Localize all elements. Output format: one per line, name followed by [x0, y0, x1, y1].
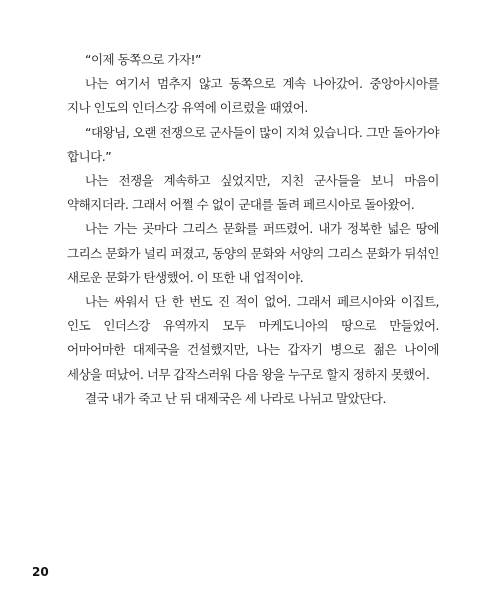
page-number: 20	[32, 565, 49, 579]
body-text	[67, 48, 439, 411]
paragraph-empire-death: 나는 싸워서 단 한 번도 진 적이 없어. 그래서 페르시아와 이집트, 인도 인더스강 유역까지 모두 마케도니아의 땅으로 만들었어. 어마어마한 대제국을 건설했지만, 나는 갑자기 병으로 젊은 나이에 세상을 떠났어. 너무 갑작스러워 다음 왕을 누구로 할지 정하지 못했어.	[67, 294, 439, 382]
paragraph-greek-culture: 나는 가는 곳마다 그리스 문화를 퍼뜨렸어. 내가 정복한 넓은 땅에 그리스 문화가 널리 퍼졌고, 동양의 문화와 서양의 그리스 문화가 뒤섞인 새로운 문화가 탄생했어. 이 또한 내 업적이야.	[67, 221, 439, 285]
paragraph-return-persia: 나는 전쟁을 계속하고 싶었지만, 지친 군사들을 보니 마음이 약해지더라. 그래서 어쩔 수 없이 군대를 돌려 페르시아로 돌아왔어.	[67, 173, 439, 213]
paragraph-empire-divided: 결국 내가 죽고 난 뒤 대제국은 세 나라로 나뉘고 말았단다.	[85, 390, 386, 406]
paragraph-dialogue-soldiers-tired: “대왕님, 오랜 전쟁으로 군사들이 많이 지쳐 있습니다. 그만 돌아가야 합니다.”	[67, 124, 439, 164]
paragraph-dialogue-go-east: “이제 동쪽으로 가자!”	[85, 52, 202, 67]
paragraph-march-east: 나는 여기서 멈추지 않고 동쪽으로 계속 나아갔어. 중앙아시아를 지나 인도의 인더스강 유역에 이르렀을 때였어.	[67, 76, 439, 116]
